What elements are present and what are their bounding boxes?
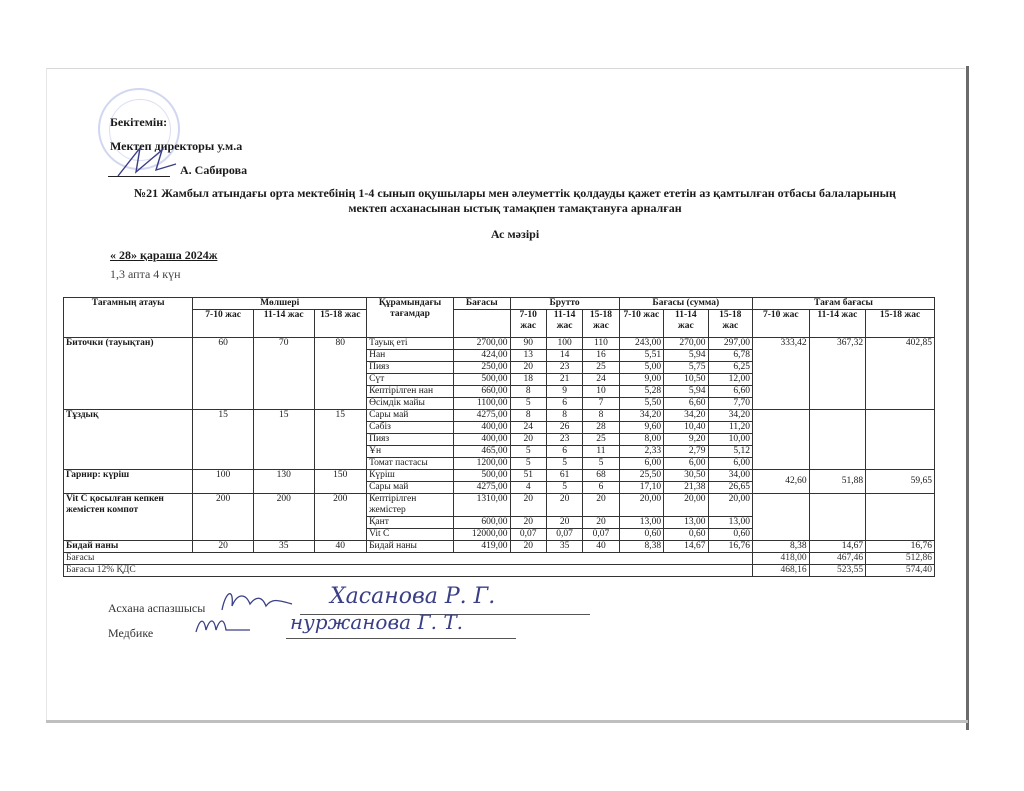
amount-11-14: 130 [253, 470, 314, 494]
ingredient: Пияз [367, 362, 454, 374]
table-row [64, 541, 935, 553]
brutto: 23 [546, 362, 582, 374]
ingredient: Күріш [367, 470, 454, 482]
sum: 8,00 [619, 434, 663, 446]
sum: 6,00 [619, 458, 663, 470]
sum: 297,00 [708, 338, 752, 350]
amount-15-18: 150 [314, 470, 367, 494]
ingredient: Сәбіз [367, 422, 454, 434]
sum: 13,00 [664, 517, 708, 529]
sum: 25,50 [619, 470, 663, 482]
total-vat-row [64, 565, 935, 577]
page-edge-shadow-bottom [46, 720, 968, 723]
header-dish-name: Тағамның атауы [64, 298, 193, 338]
brutto: 40 [583, 541, 619, 553]
brutto: 20 [510, 541, 546, 553]
sum: 34,20 [708, 410, 752, 422]
amount-7-10: 15 [193, 410, 254, 470]
director-signature [110, 142, 180, 180]
brutto: 8 [583, 410, 619, 422]
amount-15-18: 15 [314, 410, 367, 470]
dish-price: 59,65 [866, 470, 935, 494]
sum: 17,10 [619, 482, 663, 494]
ingredient: Томат пастасы [367, 458, 454, 470]
dish-name: Биточки (тауықтан) [64, 338, 193, 410]
sum: 10,50 [664, 374, 708, 386]
price: 419,00 [453, 541, 510, 553]
sum: 5,75 [664, 362, 708, 374]
nurse-label: Медбике [108, 626, 154, 640]
brutto: 7 [583, 398, 619, 410]
brutto: 5 [583, 458, 619, 470]
price: 660,00 [453, 386, 510, 398]
brutto: 0,07 [546, 529, 582, 541]
price: 400,00 [453, 422, 510, 434]
total-vat-15-18: 574,40 [866, 565, 935, 577]
brutto: 20 [583, 517, 619, 529]
header-sum-15-18: 15-18 жас [708, 310, 752, 338]
ingredient: Сары май [367, 482, 454, 494]
sum: 270,00 [664, 338, 708, 350]
dish-price: 8,38 [753, 541, 810, 553]
brutto: 10 [583, 386, 619, 398]
table-row [64, 494, 935, 517]
dish-price-empty [809, 494, 866, 541]
sum: 30,50 [664, 470, 708, 482]
dish-price: 51,88 [809, 470, 866, 494]
amount-15-18: 80 [314, 338, 367, 410]
ingredient: Қант [367, 517, 454, 529]
nurse-signature [190, 612, 270, 638]
header-brutto-7-10: 7-10 жас [510, 310, 546, 338]
total-15-18: 512,86 [866, 553, 935, 565]
director-position: Мектеп директоры у.м.а [110, 139, 243, 153]
sum: 14,67 [664, 541, 708, 553]
sum: 0,60 [619, 529, 663, 541]
total-label: Бағасы [64, 553, 753, 565]
price: 465,00 [453, 446, 510, 458]
brutto: 8 [510, 410, 546, 422]
price: 1200,00 [453, 458, 510, 470]
sum: 34,00 [708, 470, 752, 482]
brutto: 20 [583, 494, 619, 517]
dish-price: 333,42 [753, 338, 810, 410]
brutto: 25 [583, 362, 619, 374]
director-name: А. Сабирова [180, 163, 248, 177]
header-age-7-10: 7-10 жас [193, 310, 254, 338]
page-edge-shadow [966, 66, 969, 730]
header-amount: Мөлшері [193, 298, 367, 310]
dish-price: 14,67 [809, 541, 866, 553]
price: 1310,00 [453, 494, 510, 517]
brutto: 90 [510, 338, 546, 350]
total-vat-label: Бағасы 12% ҚДС [64, 565, 753, 577]
sum: 20,00 [708, 494, 752, 517]
sum: 9,20 [664, 434, 708, 446]
nurse-name: нуржанова Г. Т. [290, 610, 464, 634]
sum: 9,60 [619, 422, 663, 434]
header-dish-15-18: 15-18 жас [866, 310, 935, 338]
header-dish-7-10: 7-10 жас [753, 310, 810, 338]
table-row [64, 338, 935, 350]
brutto: 18 [510, 374, 546, 386]
amount-11-14: 200 [253, 494, 314, 541]
brutto: 28 [583, 422, 619, 434]
sum: 6,60 [708, 386, 752, 398]
brutto: 20 [546, 517, 582, 529]
price: 12000,00 [453, 529, 510, 541]
dish-price-empty [866, 410, 935, 470]
header-brutto-11-14: 11-14 жас [546, 310, 582, 338]
dish-name: Тұздық [64, 410, 193, 470]
ingredient: Сүт [367, 374, 454, 386]
brutto: 68 [583, 470, 619, 482]
ingredient: Сары май [367, 410, 454, 422]
brutto: 8 [546, 410, 582, 422]
header-age-15-18: 15-18 жас [314, 310, 367, 338]
brutto: 24 [583, 374, 619, 386]
price: 600,00 [453, 517, 510, 529]
brutto: 5 [546, 482, 582, 494]
sum: 11,20 [708, 422, 752, 434]
sum: 6,25 [708, 362, 752, 374]
brutto: 5 [546, 458, 582, 470]
header-age-11-14: 11-14 жас [253, 310, 314, 338]
amount-7-10: 100 [193, 470, 254, 494]
cook-name: Хасанова Р. Г. [330, 584, 496, 609]
dish-name: Гарнир: күріш [64, 470, 193, 494]
brutto: 20 [510, 362, 546, 374]
price: 2700,00 [453, 338, 510, 350]
document-title-menu: Ас мәзірі [490, 227, 540, 241]
week-day-label: 1,3 апта 4 күн [110, 267, 181, 281]
cook-label: Асхана аспазшысы [108, 601, 206, 615]
price: 500,00 [453, 374, 510, 386]
brutto: 8 [510, 386, 546, 398]
dish-price: 402,85 [866, 338, 935, 410]
price: 4275,00 [453, 482, 510, 494]
amount-15-18: 40 [314, 541, 367, 553]
table-row [64, 410, 935, 422]
sum: 2,79 [664, 446, 708, 458]
total-7-10: 418,00 [753, 553, 810, 565]
brutto: 51 [510, 470, 546, 482]
brutto: 25 [583, 434, 619, 446]
sum: 6,00 [664, 458, 708, 470]
brutto: 5 [510, 458, 546, 470]
brutto: 4 [510, 482, 546, 494]
brutto: 35 [546, 541, 582, 553]
total-vat-11-14: 523,55 [809, 565, 866, 577]
sum: 5,51 [619, 350, 663, 362]
menu-table [63, 297, 935, 577]
brutto: 11 [583, 446, 619, 458]
brutto: 20 [510, 434, 546, 446]
sum: 5,50 [619, 398, 663, 410]
header-sum-11-14: 11-14 жас [664, 310, 708, 338]
sum: 10,00 [708, 434, 752, 446]
amount-15-18: 200 [314, 494, 367, 541]
sum: 5,94 [664, 386, 708, 398]
price: 1100,00 [453, 398, 510, 410]
brutto: 6 [583, 482, 619, 494]
price: 250,00 [453, 362, 510, 374]
brutto: 16 [583, 350, 619, 362]
ingredient: Тауық еті [367, 338, 454, 350]
ingredient: Vit C [367, 529, 454, 541]
sum: 5,00 [619, 362, 663, 374]
ingredient: Кептірілген жемістер [367, 494, 454, 517]
amount-11-14: 15 [253, 410, 314, 470]
document-title-line-2: мектеп асханасынан ыстық тамақпен тамақтануға арналған [348, 201, 682, 215]
total-row [64, 553, 935, 565]
sum: 6,78 [708, 350, 752, 362]
header-dish-11-14: 11-14 жас [809, 310, 866, 338]
amount-7-10: 200 [193, 494, 254, 541]
header-brutto-15-18: 15-18 жас [583, 310, 619, 338]
brutto: 0,07 [510, 529, 546, 541]
brutto: 9 [546, 386, 582, 398]
sum: 20,00 [664, 494, 708, 517]
brutto: 110 [583, 338, 619, 350]
sum: 34,20 [664, 410, 708, 422]
header-price-blank [453, 310, 510, 338]
dish-name: Vit C қосылған кепкен жемістен компот [64, 494, 193, 541]
sum: 16,76 [708, 541, 752, 553]
price: 424,00 [453, 350, 510, 362]
sum: 5,94 [664, 350, 708, 362]
ingredient: Кептірілген нан [367, 386, 454, 398]
header-sum: Бағасы (сумма) [619, 298, 752, 310]
price: 4275,00 [453, 410, 510, 422]
header-dish-price: Тағам бағасы [753, 298, 935, 310]
dish-price: 42,60 [753, 470, 810, 494]
table-row [64, 470, 935, 482]
sum: 6,60 [664, 398, 708, 410]
dish-price: 367,32 [809, 338, 866, 410]
dish-price-empty [809, 410, 866, 470]
sum: 6,00 [708, 458, 752, 470]
brutto: 21 [546, 374, 582, 386]
brutto: 5 [510, 398, 546, 410]
brutto: 24 [510, 422, 546, 434]
sum: 7,70 [708, 398, 752, 410]
signature-line [108, 176, 170, 177]
brutto: 6 [546, 398, 582, 410]
sum: 13,00 [708, 517, 752, 529]
amount-11-14: 70 [253, 338, 314, 410]
document-title-line-1: №21 Жамбыл атындағы орта мектебінің 1-4 сынып оқушылары мен әлеуметтік қолдауды қажет ететін аз қамтылған отбасы балаларының [134, 186, 896, 200]
brutto: 14 [546, 350, 582, 362]
dish-price-empty [866, 494, 935, 541]
ingredient: Нан [367, 350, 454, 362]
brutto: 0,07 [583, 529, 619, 541]
sum: 10,40 [664, 422, 708, 434]
dish-price-empty [753, 494, 810, 541]
sum: 26,65 [708, 482, 752, 494]
brutto: 13 [510, 350, 546, 362]
brutto: 26 [546, 422, 582, 434]
brutto: 6 [546, 446, 582, 458]
document-date: « 28» қараша 2024ж [110, 248, 218, 262]
brutto: 5 [510, 446, 546, 458]
total-vat-7-10: 468,16 [753, 565, 810, 577]
amount-7-10: 60 [193, 338, 254, 410]
approval-label: Бекітемін: [110, 115, 168, 129]
brutto: 100 [546, 338, 582, 350]
header-sum-7-10: 7-10 жас [619, 310, 663, 338]
sum: 0,60 [708, 529, 752, 541]
brutto: 20 [510, 494, 546, 517]
sum: 21,38 [664, 482, 708, 494]
brutto: 20 [510, 517, 546, 529]
dish-price: 16,76 [866, 541, 935, 553]
total-11-14: 467,46 [809, 553, 866, 565]
dish-name: Бидай наны [64, 541, 193, 553]
sum: 5,12 [708, 446, 752, 458]
sum: 9,00 [619, 374, 663, 386]
brutto: 20 [546, 494, 582, 517]
sum: 5,28 [619, 386, 663, 398]
price: 500,00 [453, 470, 510, 482]
brutto: 23 [546, 434, 582, 446]
amount-11-14: 35 [253, 541, 314, 553]
ingredient: Өсімдік майы [367, 398, 454, 410]
sum: 243,00 [619, 338, 663, 350]
dish-price-empty [753, 410, 810, 470]
header-brutto: Брутто [510, 298, 619, 310]
ingredient: Бидай наны [367, 541, 454, 553]
price: 400,00 [453, 434, 510, 446]
sum: 8,38 [619, 541, 663, 553]
sum: 0,60 [664, 529, 708, 541]
sum: 13,00 [619, 517, 663, 529]
sum: 12,00 [708, 374, 752, 386]
amount-7-10: 20 [193, 541, 254, 553]
brutto: 61 [546, 470, 582, 482]
ingredient: Пияз [367, 434, 454, 446]
sum: 20,00 [619, 494, 663, 517]
ingredient: Ұн [367, 446, 454, 458]
sum: 2,33 [619, 446, 663, 458]
sum: 34,20 [619, 410, 663, 422]
header-price: Бағасы [453, 298, 510, 310]
header-ingredients: Құрамындағы тағамдар [367, 298, 454, 338]
